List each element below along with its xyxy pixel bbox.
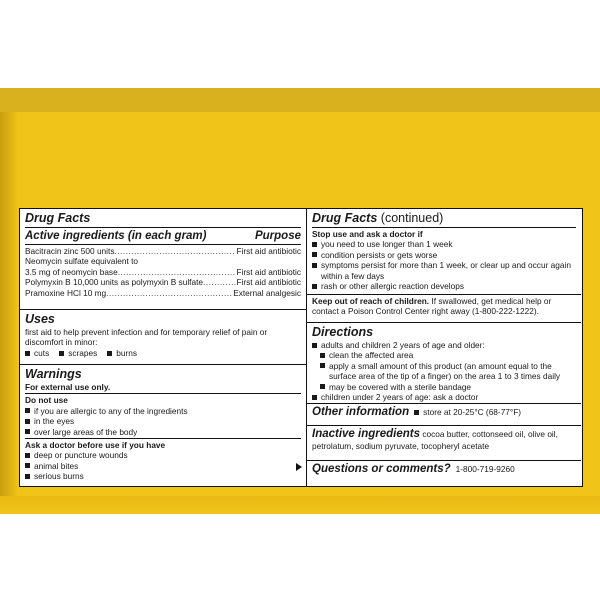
ask-doctor-header: Ask a doctor before use if you have	[25, 440, 166, 451]
warnings-section	[20, 365, 306, 482]
list-item-text: store at 20-25°C (68-77°F)	[423, 407, 522, 418]
bullet-square-icon	[312, 252, 317, 257]
list-item-text: adults and children 2 years of age and older:	[321, 340, 485, 350]
bullet-square-icon	[25, 463, 30, 468]
do-not-use-header: Do not use	[25, 395, 68, 406]
directions-header: Directions	[312, 325, 374, 339]
list-item	[414, 407, 521, 417]
list-item-text: animal bites	[34, 460, 79, 471]
uses-text: first aid to help prevent infection and for temporary relief of pain or discomfort in minor:	[25, 327, 268, 348]
ingredient-row	[25, 288, 301, 298]
other-information-header: Other information	[312, 406, 410, 418]
drug-facts-left-column	[20, 209, 307, 486]
ingredient-row	[25, 277, 301, 287]
ingredient-name: Neomycin sulfate equivalent to	[25, 256, 138, 267]
leader-dots	[106, 288, 233, 298]
leader-dots	[118, 267, 237, 277]
drug-facts-title: Drug Facts	[25, 210, 301, 228]
list-item-text: may be covered with a sterile bandage	[329, 381, 472, 392]
box-side-shadow	[0, 112, 18, 514]
other-information-row	[312, 405, 576, 419]
stop-use-section	[307, 209, 581, 295]
directions-section	[307, 323, 581, 404]
uses-header: Uses	[25, 312, 55, 326]
leader-dots	[114, 246, 236, 256]
bullet-square-icon	[312, 343, 317, 348]
uses-list	[25, 348, 301, 358]
list-item	[312, 281, 576, 291]
drug-facts-title-text: Drug Facts	[312, 211, 378, 225]
list-item-text: clean the affected area	[329, 350, 414, 361]
list-item-text: burns	[116, 347, 138, 358]
active-ingredients-header: Active ingredients (in each gram)	[25, 230, 207, 242]
continue-arrow-icon	[296, 463, 302, 471]
bullet-square-icon	[320, 363, 325, 368]
list-item-text: you need to use longer than 1 week	[321, 239, 453, 250]
inactive-ingredients-section	[307, 426, 581, 461]
list-item	[107, 348, 137, 358]
do-not-use-list	[25, 406, 301, 439]
list-item	[25, 461, 301, 471]
list-item	[312, 239, 576, 249]
list-item-text: rash or other allergic reaction develops	[321, 281, 464, 292]
ingredient-name: Bacitracin zinc 500 units	[25, 246, 115, 256]
ingredient-name: 3.5 mg of neomycin base	[25, 266, 118, 277]
ingredient-purpose: External analgesic	[233, 287, 301, 298]
questions-section	[307, 461, 581, 477]
bullet-square-icon	[414, 410, 419, 415]
ingredient-name: Pramoxine HCl 10 mg	[25, 287, 107, 298]
list-item	[312, 340, 576, 350]
list-item	[312, 260, 576, 281]
list-item-text: cuts	[34, 347, 50, 358]
list-item	[312, 382, 576, 392]
list-item	[59, 348, 97, 358]
bullet-square-icon	[320, 353, 325, 358]
leader-dots	[203, 277, 236, 287]
list-item-text: apply a small amount of this product (an amount equal to the surface area of the tip of a finger) on the area 1 to 3 times daily	[329, 360, 561, 382]
uses-section	[20, 310, 306, 365]
questions-row	[312, 462, 576, 476]
list-item	[25, 427, 301, 437]
list-item	[312, 392, 576, 402]
list-item	[312, 250, 576, 260]
ingredient-name: Polymyxin B 10,000 units as polymyxin B sulfate	[25, 277, 204, 288]
list-item	[25, 348, 49, 358]
bullet-square-icon	[59, 351, 64, 356]
bullet-square-icon	[25, 474, 30, 479]
active-ingredients-section	[20, 209, 306, 310]
bullet-square-icon	[25, 429, 30, 434]
purpose-header: Purpose	[254, 230, 301, 242]
ingredient-row	[25, 267, 301, 277]
bullet-square-icon	[312, 284, 317, 289]
drug-facts-continued-title	[312, 210, 576, 228]
keep-out-text	[312, 296, 576, 317]
box-top-flap	[0, 88, 600, 114]
continued-label: (continued)	[380, 211, 444, 225]
ask-doctor-list	[25, 450, 301, 481]
bullet-square-icon	[320, 384, 325, 389]
list-item-text: over large areas of the body	[34, 426, 138, 437]
list-item-text: children under 2 years of age: ask a doctor	[321, 392, 479, 403]
inactive-ingredients-text	[312, 427, 576, 451]
bullet-square-icon	[25, 351, 30, 356]
ingredient-purpose: First aid antibiotic	[236, 266, 301, 277]
keep-out-body: If swallowed, get medical help or contact a Poison Control Center right away (1-800-222-1222).	[312, 296, 552, 317]
list-item	[25, 416, 301, 426]
other-information-section	[307, 404, 581, 426]
bullet-square-icon	[25, 453, 30, 458]
external-use-note: For external use only.	[25, 382, 301, 394]
questions-phone: 1-800-719-9260	[455, 464, 515, 474]
list-item	[25, 471, 301, 481]
list-item-text: deep or puncture wounds	[34, 450, 128, 461]
questions-header: Questions or comments?	[312, 463, 451, 475]
list-item-text: serious burns	[34, 471, 84, 482]
drug-facts-right-column	[307, 209, 581, 486]
bullet-square-icon	[25, 419, 30, 424]
keep-out-bold: Keep out of reach of children.	[312, 296, 430, 306]
list-item	[312, 361, 576, 382]
list-item	[312, 350, 576, 360]
bullet-square-icon	[312, 395, 317, 400]
ingredient-purpose: First aid antibiotic	[236, 246, 301, 256]
list-item-text: in the eyes	[34, 416, 75, 427]
stop-use-header: Stop use and ask a doctor if	[312, 229, 423, 239]
warnings-header: Warnings	[25, 367, 82, 381]
list-item	[25, 450, 301, 460]
ingredient-row	[25, 256, 301, 266]
bullet-square-icon	[107, 351, 112, 356]
box-bottom-shade	[0, 496, 600, 514]
ingredient-purpose: First aid antibiotic	[236, 277, 301, 288]
list-item	[25, 406, 301, 416]
active-ingredients-header-row	[25, 229, 301, 245]
list-item-text: if you are allergic to any of the ingredients	[34, 405, 188, 416]
bullet-square-icon	[312, 242, 317, 247]
keep-out-section	[307, 295, 581, 323]
drug-facts-panel	[19, 208, 583, 487]
list-item-text: scrapes	[68, 347, 98, 358]
list-item-text: symptoms persist for more than 1 week, or clear up and occur again within a few days	[321, 260, 571, 281]
ingredient-row	[25, 246, 301, 256]
list-item-text: condition persists or gets worse	[321, 249, 438, 260]
inactive-ingredients-body: cocoa butter, cottonseed oil, olive oil, petrolatum, sodium pyruvate, tocopheryl acetate	[312, 429, 558, 451]
bullet-square-icon	[25, 408, 30, 413]
bullet-square-icon	[312, 263, 317, 268]
inactive-ingredients-header: Inactive ingredients	[312, 428, 421, 440]
